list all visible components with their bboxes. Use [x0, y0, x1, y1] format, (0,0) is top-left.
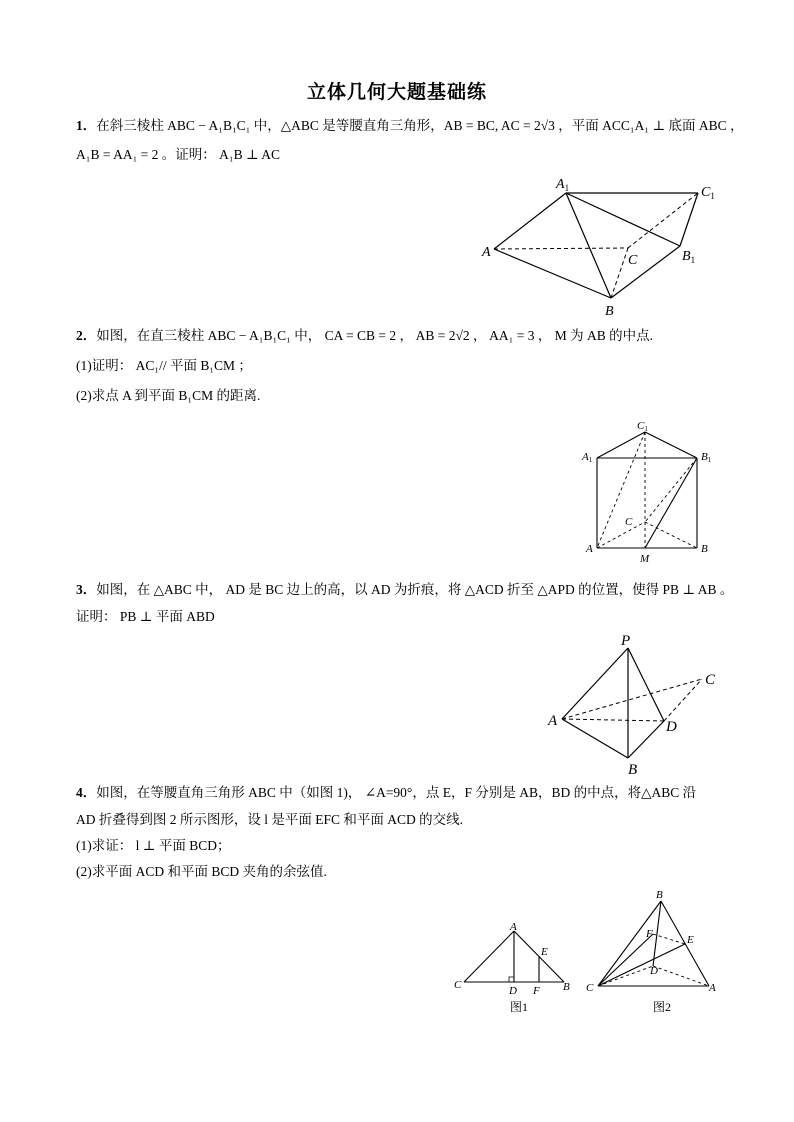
- label-B: B: [563, 981, 570, 993]
- problem-2-line-3: (2)求点 A 到平面 B₁CM 的距离.: [76, 388, 261, 403]
- label-A1: $A_1$: [556, 177, 570, 193]
- label-A: A: [709, 982, 716, 994]
- problem-number: 2．: [76, 328, 97, 343]
- problem-2-line-2: (1)证明： AC₁// 平面 B₁CM ；: [76, 358, 252, 373]
- page-title: 立体几何大题基础练: [306, 81, 487, 103]
- problem-1-line-2: A₁B = AA₁ = 2 。证明： A₁B ⊥ AC: [76, 147, 281, 162]
- label-C: C: [454, 979, 462, 991]
- figure-folded-triangle: [540, 625, 730, 780]
- label-A: A: [548, 713, 558, 729]
- figure-1-isosceles-triangle: [448, 915, 583, 1020]
- figure-oblique-prism: [475, 170, 725, 320]
- problem-3-line-1: [76, 581, 733, 599]
- problem-4-line-1: [76, 784, 696, 802]
- label-D: D: [666, 719, 677, 735]
- label-A: A: [510, 921, 517, 933]
- problem-3-line-2: 证明： PB ⊥ 平面 ABD: [76, 609, 215, 624]
- label-F: F: [533, 985, 540, 997]
- problem-4-line-4: (2)求平面 ACD 和平面 BCD 夹角的余弦值.: [76, 864, 327, 879]
- label-A1: A1: [582, 451, 593, 464]
- label-B: B: [656, 889, 663, 901]
- label-C: C: [628, 253, 638, 268]
- problem-number: 3．: [76, 582, 97, 597]
- label-B1: $B_1$: [682, 249, 696, 265]
- label-P: P: [621, 633, 631, 649]
- label-C: C: [705, 672, 716, 688]
- label-C1: C1: [637, 420, 648, 433]
- figure-2-caption: 图2: [653, 1000, 672, 1014]
- label-A: A: [482, 245, 491, 260]
- problem-text: 如图，在 △ABC 中， AD 是 BC 边上的高，以 AD 为折痕，将 △ACD 折至 △APD 的位置，使得 PB ⊥ AB 。: [96, 582, 734, 597]
- label-E: E: [687, 934, 694, 946]
- label-M: M: [640, 553, 650, 565]
- problem-number: 1．: [76, 118, 97, 133]
- figure-right-prism: [575, 415, 725, 570]
- label-A: A: [586, 543, 593, 555]
- label-F: F: [646, 928, 653, 940]
- figure-2-folded-tetrahedron: [580, 885, 725, 1020]
- problem-text: 如图，在等腰直角三角形 ABC 中（如图 1)， ∠A=90°，点 E，F 分别是 AB，BD 的中点，将△ABC 沿: [96, 785, 697, 800]
- label-C1: $C_1$: [701, 185, 715, 201]
- label-D: D: [650, 965, 658, 977]
- label-E: E: [541, 946, 548, 958]
- problem-text: 如图，在直三棱柱 ABC − A₁B₁C₁ 中， CA = CB = 2 ， AB = 2√2 ， AA₁ = 3 ， M 为 AB 的中点.: [96, 328, 653, 343]
- label-B: B: [605, 304, 614, 319]
- problem-2-line-1: [76, 327, 653, 345]
- label-C: C: [625, 516, 633, 528]
- label-B: B: [628, 762, 638, 778]
- figure-1-caption: 图1: [510, 1000, 529, 1014]
- label-B1: B1: [701, 451, 712, 464]
- label-B: B: [701, 543, 708, 555]
- problem-1-line-1: [76, 117, 744, 135]
- problem-4-line-3: (1)求证： l ⊥ 平面 BCD；: [76, 838, 231, 853]
- label-C: C: [586, 982, 594, 994]
- problem-4-line-2: AD 折叠得到图 2 所示图形，设 l 是平面 EFC 和平面 ACD 的交线.: [76, 812, 464, 827]
- problem-text: 在斜三棱柱 ABC − A₁B₁C₁ 中，△ABC 是等腰直角三角形，AB = BC, AC = 2√3 ，平面 ACC₁A₁ ⊥ 底面 ABC ，: [96, 118, 744, 133]
- problem-number: 4．: [76, 785, 97, 800]
- label-D: D: [509, 985, 517, 997]
